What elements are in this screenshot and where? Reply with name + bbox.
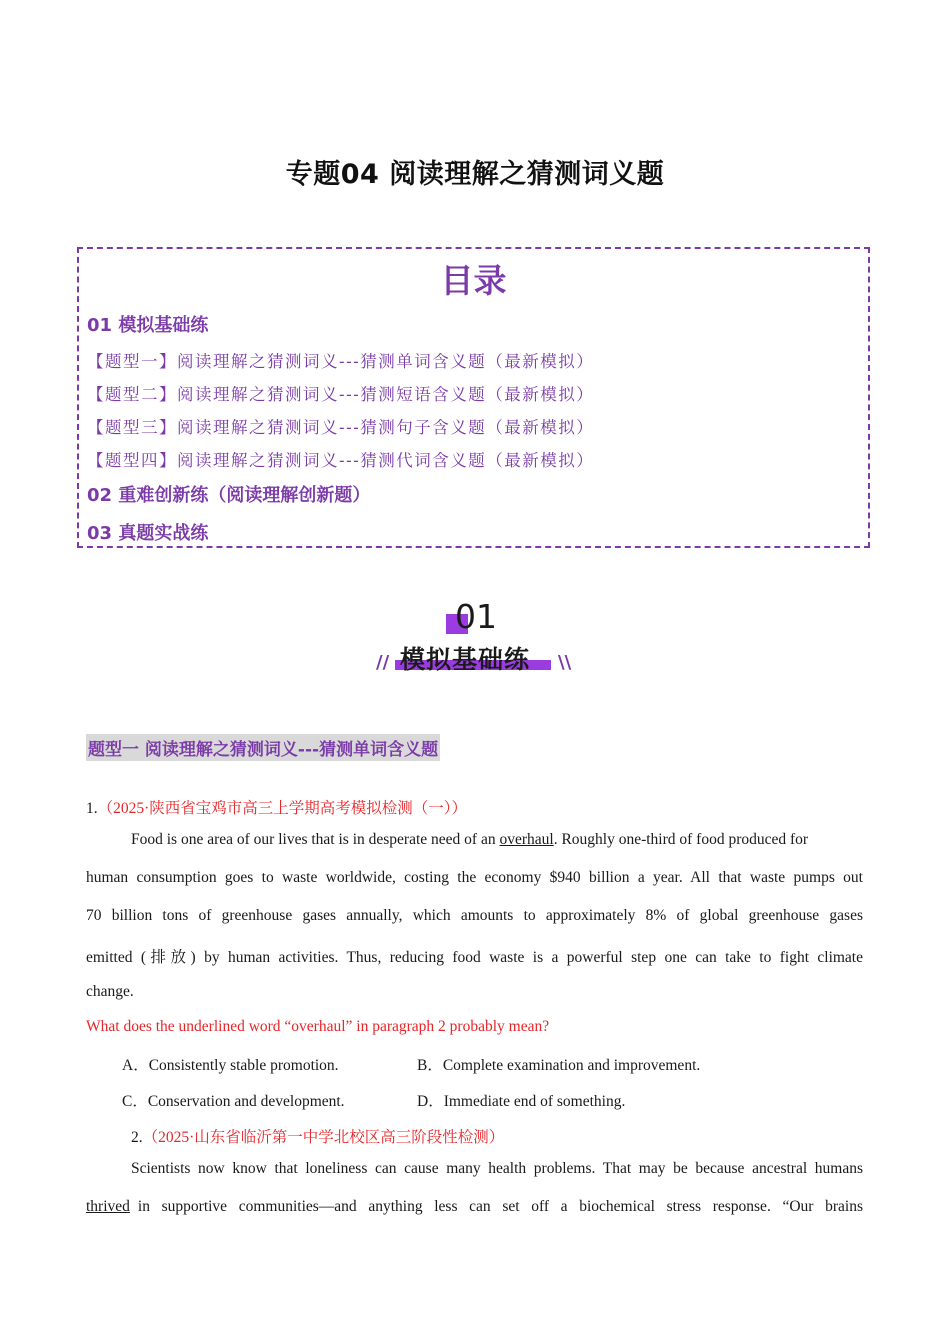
passage-line: 70 billion tons of greenhouse gases annually, which amounts to approximately 8% of global greenhouse gases [86, 907, 863, 924]
toc-section-link[interactable]: 01 模拟基础练 [87, 315, 209, 336]
option-d[interactable]: D．Immediate end of something. [417, 1093, 626, 1110]
toc-section-link[interactable]: 03 真题实战练 [87, 523, 209, 544]
question-source: （2025·陕西省宝鸡市高三上学期高考模拟检测（一）） [97, 800, 468, 817]
toc-heading: 目录 [440, 261, 507, 300]
option-a[interactable]: A．Consistently stable promotion. [122, 1057, 339, 1074]
banner-slash-right-icon: \\ [558, 652, 572, 673]
question-prompt: What does the underlined word “overhaul” in paragraph 2 probably mean? [86, 1018, 550, 1035]
passage-line: emitted (排放) by human activities. Thus, reducing food waste is a powerful step one can take to fight climate [86, 949, 863, 966]
table-of-contents [77, 247, 870, 548]
passage-line: Scientists now know that loneliness can cause many health problems. That may be because ancestral humans [131, 1160, 863, 1177]
toc-item-link[interactable]: 【题型三】阅读理解之猜测词义---猜测句子含义题（最新模拟） [87, 418, 595, 437]
section-number: 01 [455, 597, 497, 636]
toc-section-link[interactable]: 02 重难创新练（阅读理解创新题） [87, 485, 371, 506]
option-b[interactable]: B．Complete examination and improvement. [417, 1057, 701, 1074]
question-2-header [131, 1125, 504, 1147]
page-title: 专题04 阅读理解之猜测词义题 [285, 159, 665, 190]
question-type-heading: 题型一 阅读理解之猜测词义---猜测单词含义题 [86, 734, 440, 761]
question-number: 1. [86, 800, 98, 817]
passage-line: Food is one area of our lives that is in desperate need of an overhaul. Roughly one-third of food produced for [131, 831, 809, 848]
passage-line: change. [86, 983, 134, 1000]
question-source: （2025·山东省临沂第一中学北校区高三阶段性检测） [142, 1129, 505, 1146]
question-number: 2. [131, 1129, 143, 1146]
toc-item-link[interactable]: 【题型一】阅读理解之猜测词义---猜测单词含义题（最新模拟） [87, 352, 595, 371]
question-1-header [86, 796, 467, 818]
banner-slash-left-icon: // [376, 652, 390, 673]
section-label: 模拟基础练 [400, 645, 531, 674]
underlined-word: overhaul [499, 831, 554, 848]
passage-line: human consumption goes to waste worldwide, costing the economy $940 billion a year. All that waste pumps out [86, 869, 863, 886]
underlined-word: thrived [86, 1198, 130, 1215]
toc-item-link[interactable]: 【题型四】阅读理解之猜测词义---猜测代词含义题（最新模拟） [87, 451, 595, 470]
passage-line: thrived in supportive communities—and anything less can set off a biochemical stress response. “Our brains [86, 1198, 863, 1215]
option-c[interactable]: C．Conservation and development. [122, 1093, 345, 1110]
toc-item-link[interactable]: 【题型二】阅读理解之猜测词义---猜测短语含义题（最新模拟） [87, 385, 595, 404]
